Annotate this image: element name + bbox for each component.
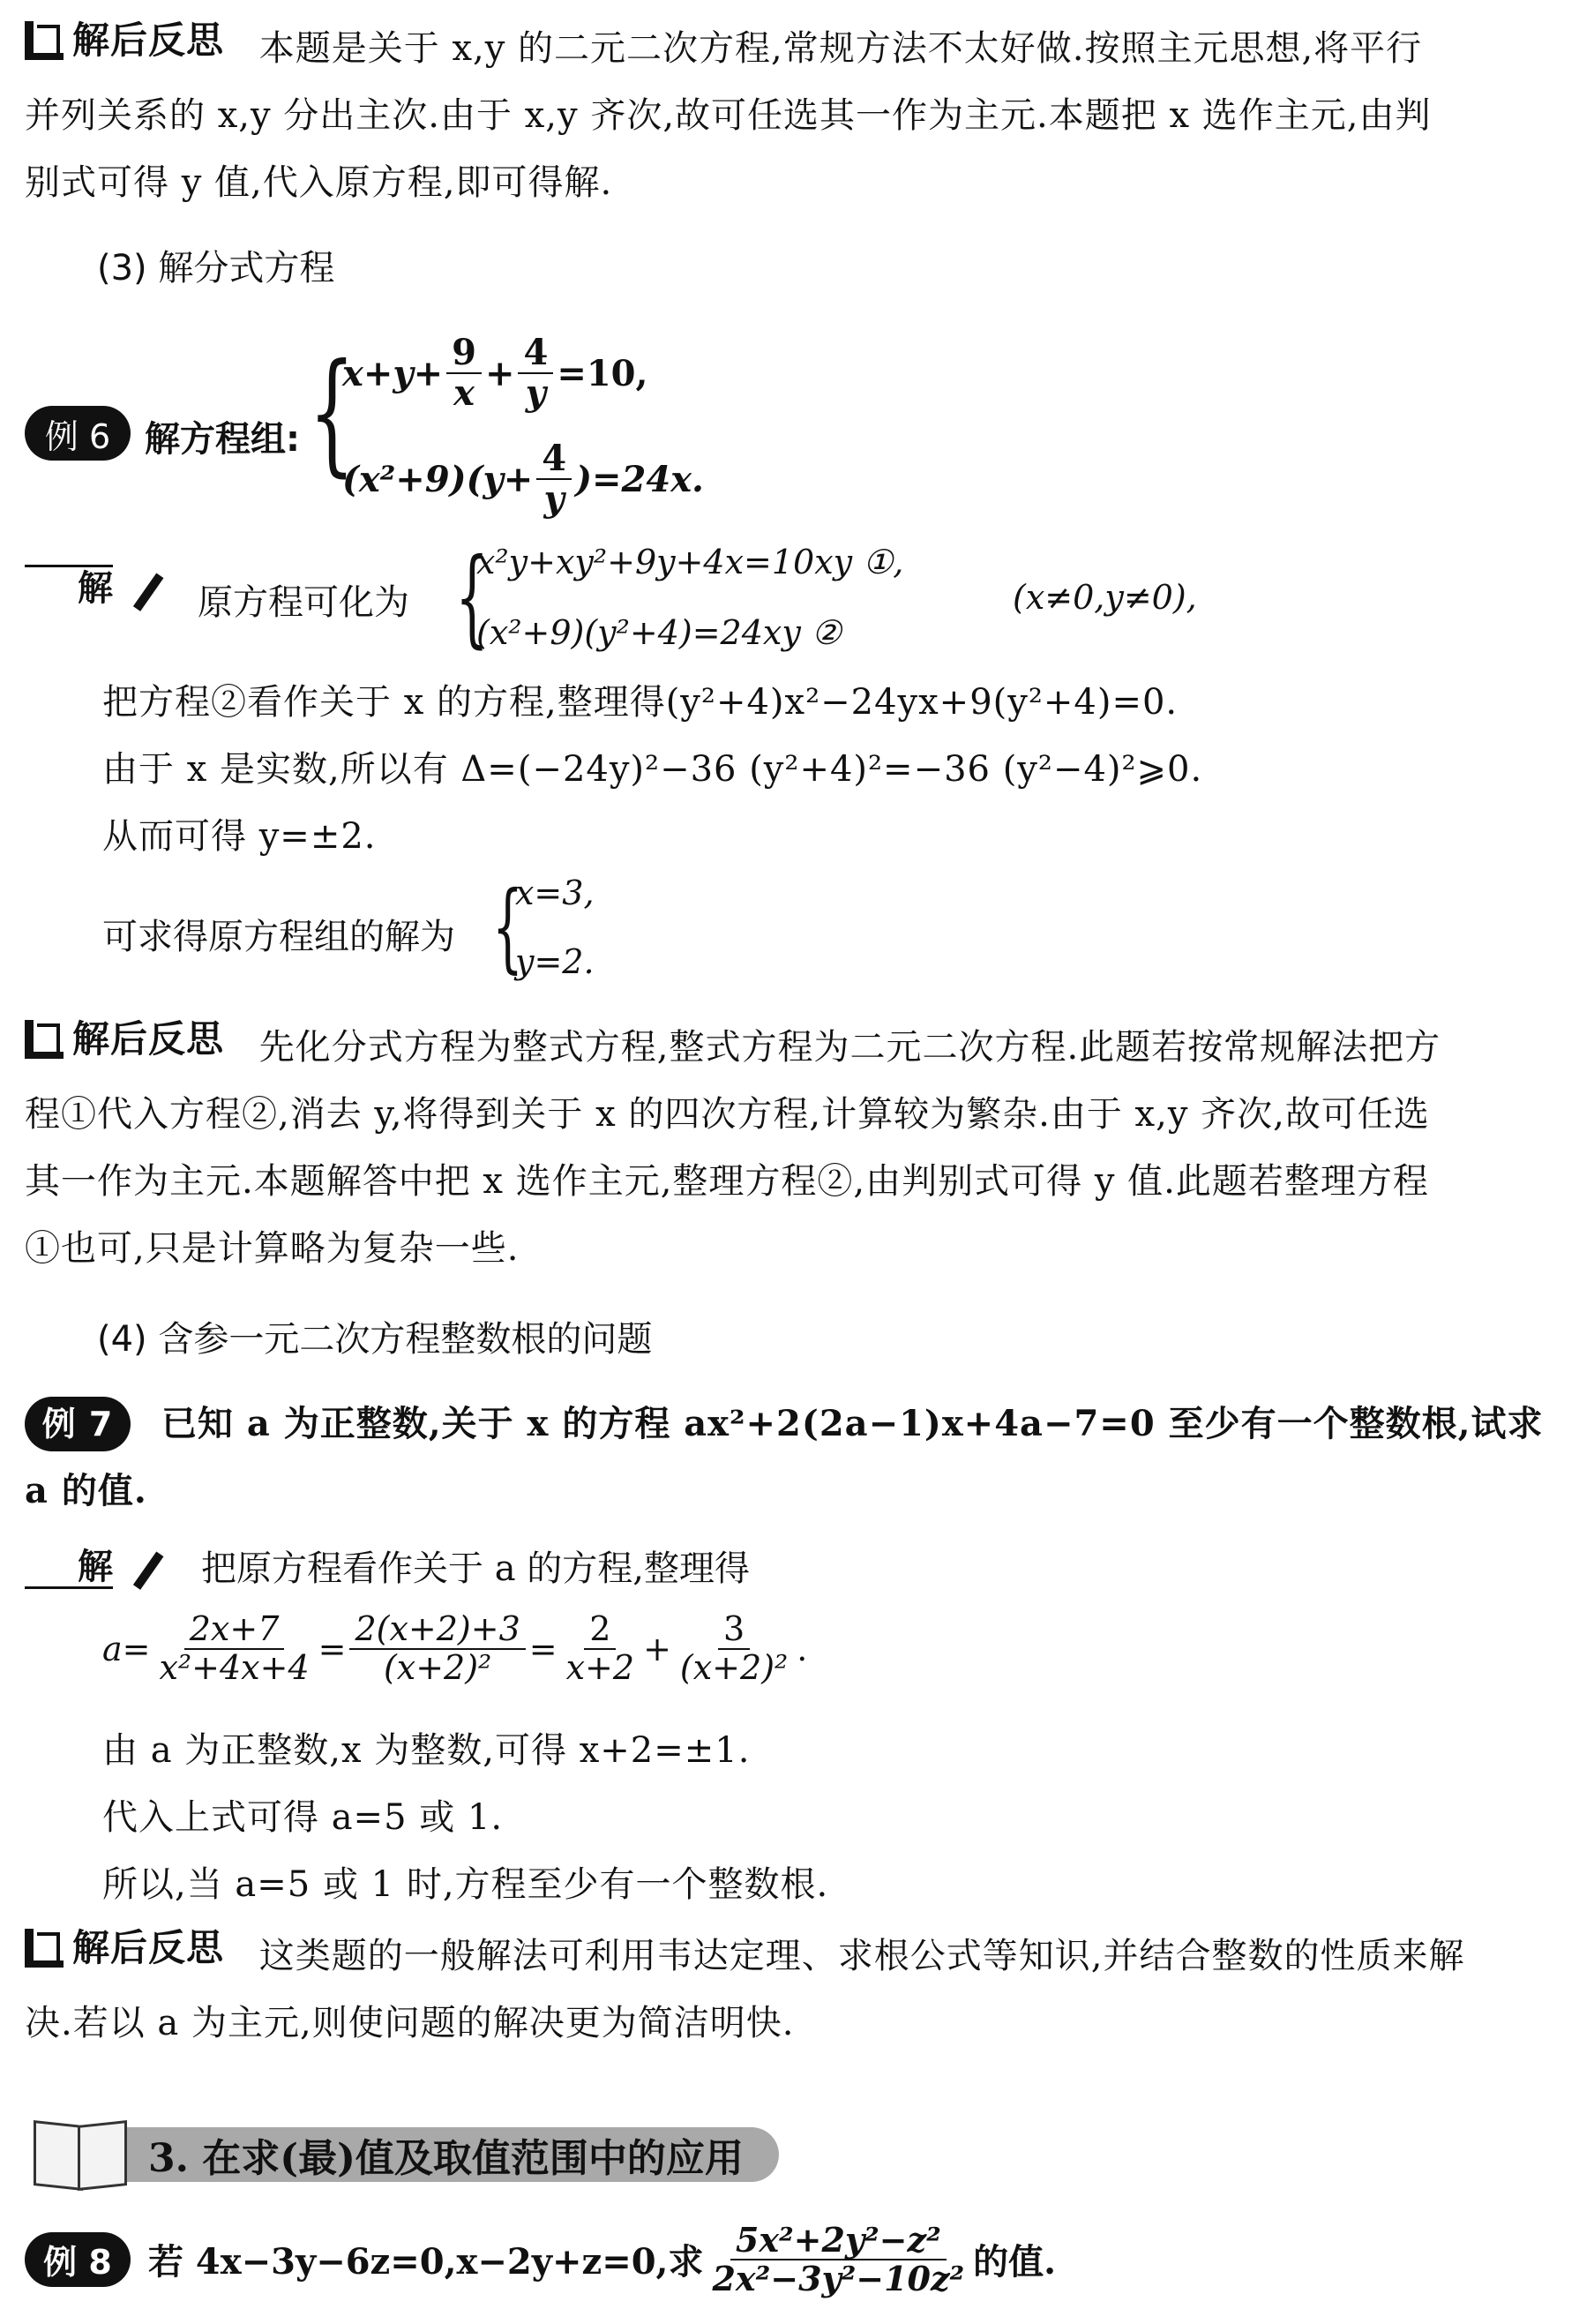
reflection-text: 决.若以 a 为主元,则使问题的解决更为简洁明快. [25, 2003, 795, 2043]
open-book-icon [26, 2118, 132, 2192]
formula-part: + [643, 1629, 671, 1668]
fraction [675, 1611, 793, 1687]
example-8 [25, 2222, 1056, 2298]
solution-7-steps [102, 1717, 1584, 1918]
solution-marker [78, 560, 153, 611]
equation-part: =10, [557, 352, 648, 394]
section-banner-title: 3. 在求(最)值及取值范围中的应用 [123, 2127, 779, 2182]
solution-marker [78, 1539, 153, 1589]
fraction-numerator: 4 [536, 439, 572, 480]
formula-part: . [797, 1629, 808, 1668]
reflection-label: 解后反思 [72, 1017, 225, 1061]
reflection-text: 并列关系的 x,y 分出主次.由于 x,y 齐次,故可任选其一作为主元.本题把 x 选作主元,由判 [25, 95, 1432, 136]
reflection-1 [25, 7, 1577, 216]
reflection-text: 程①代入方程②,消去 y,将得到关于 x 的四次方程,计算较为繁杂.由于 x,y 齐次,故可任选 [25, 1094, 1430, 1135]
left-brace: { [309, 336, 355, 490]
pencil-icon [118, 1547, 153, 1589]
formula-part: = [318, 1629, 347, 1668]
equation-2 [342, 439, 704, 519]
answer-y: y=2. [515, 942, 595, 981]
equation-part: (x²+9)(y+ [342, 458, 534, 500]
fraction-denominator: x [453, 372, 475, 414]
solution-line: 由于 x 是实数,所以有 Δ=(−24y)²−36 (y²+4)²=−36 (y²−4)²⩾0. [102, 749, 1203, 790]
fraction-numerator: 2x+7 [184, 1611, 285, 1650]
formula-part: = [528, 1629, 558, 1668]
left-brace: { [492, 870, 523, 983]
solution-label: 解 [78, 568, 113, 609]
fraction-numerator: 5x²+2y²−z² [730, 2222, 947, 2260]
reflection-header [25, 1915, 224, 1982]
reflection-text: 先化分式方程为整式方程,整式方程为二元二次方程.此题若按常规解法把方 [258, 1027, 1441, 1068]
fraction-numerator: 4 [518, 334, 553, 374]
fraction [707, 2222, 969, 2298]
solution-line: 代入上式可得 a=5 或 1. [102, 1797, 504, 1838]
equation-part: x+y+ [342, 352, 444, 394]
answer-intro: 可求得原方程组的解为 [102, 917, 455, 957]
solution-6-steps [102, 669, 1584, 870]
fraction-denominator: 2x²−3y²−10z² [712, 2258, 965, 2298]
reflection-text: 本题是关于 x,y 的二元二次方程,常规方法不太好做.按照主元思想,将平行 [258, 28, 1423, 69]
fraction-denominator: y [543, 478, 565, 520]
fraction-numerator: 9 [446, 334, 482, 374]
fraction-numerator: 2(x+2)+3 [349, 1611, 525, 1650]
example-badge: 例 6 [25, 406, 131, 461]
solution-line: 由 a 为正整数,x 为整数,可得 x+2=±1. [102, 1730, 751, 1771]
fraction [154, 1611, 315, 1687]
solution-line: 所以,当 a=5 或 1 时,方程至少有一个整数根. [102, 1864, 829, 1905]
equation-part: + [484, 352, 515, 394]
reflection-text: 其一作为主元.本题解答中把 x 选作主元,整理方程②,由判别式可得 y 值.此题若整理方程 [25, 1161, 1429, 1202]
reflection-text: 这类题的一般解法可利用韦达定理、求根公式等知识,并结合整数的性质来解 [258, 1936, 1465, 1976]
example-badge: 例 8 [25, 2232, 131, 2287]
solution-intro: 把原方程看作关于 a 的方程,整理得 [201, 1548, 750, 1589]
condition: (x≠0,y≠0), [1013, 578, 1197, 617]
solution-line: 从而可得 y=±2. [102, 816, 377, 857]
example-text: 已知 a 为正整数,关于 x 的方程 ax²+2(2a−1)x+4a−7=0 至少有一个整数根,试求 [161, 1403, 1544, 1444]
example-text: a 的值. [25, 1470, 147, 1511]
example-text: 的值. [973, 2241, 1057, 2283]
example-text: 若 4x−3y−6z=0,x−2y+z=0,求 [148, 2241, 704, 2283]
fraction-denominator: (x+2)² [383, 1647, 492, 1687]
solution-7 [25, 1530, 1577, 1601]
formula-part: a= [102, 1629, 151, 1668]
fraction-denominator: x+2 [565, 1647, 635, 1687]
example-badge: 例 7 [25, 1397, 131, 1451]
solution-label: 解 [78, 1547, 113, 1587]
reflection-label: 解后反思 [72, 1926, 225, 1969]
solution-7-formula [102, 1611, 807, 1687]
fraction [518, 334, 553, 413]
pencil-icon [118, 568, 153, 611]
fraction [446, 334, 482, 413]
system-equation-1: x²y+xy²+9y+4x=10xy ①, [476, 543, 904, 581]
reflection-header [25, 7, 224, 74]
fraction-denominator: y [525, 372, 547, 414]
equation-part: )=24x. [575, 458, 704, 500]
fraction-numerator: 3 [718, 1611, 750, 1650]
reflection-text: ①也可,只是计算略为复杂一些. [25, 1228, 520, 1269]
system-equation-2: (x²+9)(y²+4)=24xy ② [476, 613, 842, 652]
book-icon [25, 1020, 64, 1059]
section-heading: (3) 解分式方程 [97, 248, 335, 289]
solution-intro: 原方程可化为 [198, 582, 409, 623]
fraction-denominator: x²+4x+4 [159, 1647, 310, 1687]
fraction [349, 1611, 525, 1687]
example-6 [25, 326, 1577, 529]
equation-1 [342, 334, 647, 413]
reflection-text: 别式可得 y 值,代入原方程,即可得解. [25, 162, 613, 203]
book-icon [25, 1929, 64, 1968]
fraction [561, 1611, 640, 1687]
example-7 [25, 1391, 1577, 1525]
reflection-2 [25, 1006, 1577, 1282]
fraction [536, 439, 572, 519]
reflection-header [25, 1006, 224, 1073]
reflection-label: 解后反思 [72, 19, 225, 62]
answer-x: x=3, [515, 873, 595, 912]
left-brace: { [455, 536, 490, 659]
fraction-denominator: (x+2)² [679, 1647, 789, 1687]
solution-line: 把方程②看作关于 x 的方程,整理得(y²+4)x²−24yx+9(y²+4)=0. [102, 682, 1179, 723]
solution-6-answer [102, 870, 1584, 997]
reflection-3 [25, 1915, 1577, 2057]
section-banner [26, 2118, 779, 2192]
example-prompt: 解方程组: [145, 419, 300, 460]
section-heading: (4) 含参一元二次方程整数根的问题 [97, 1319, 653, 1360]
fraction-numerator: 2 [584, 1611, 616, 1650]
book-icon [25, 21, 64, 60]
